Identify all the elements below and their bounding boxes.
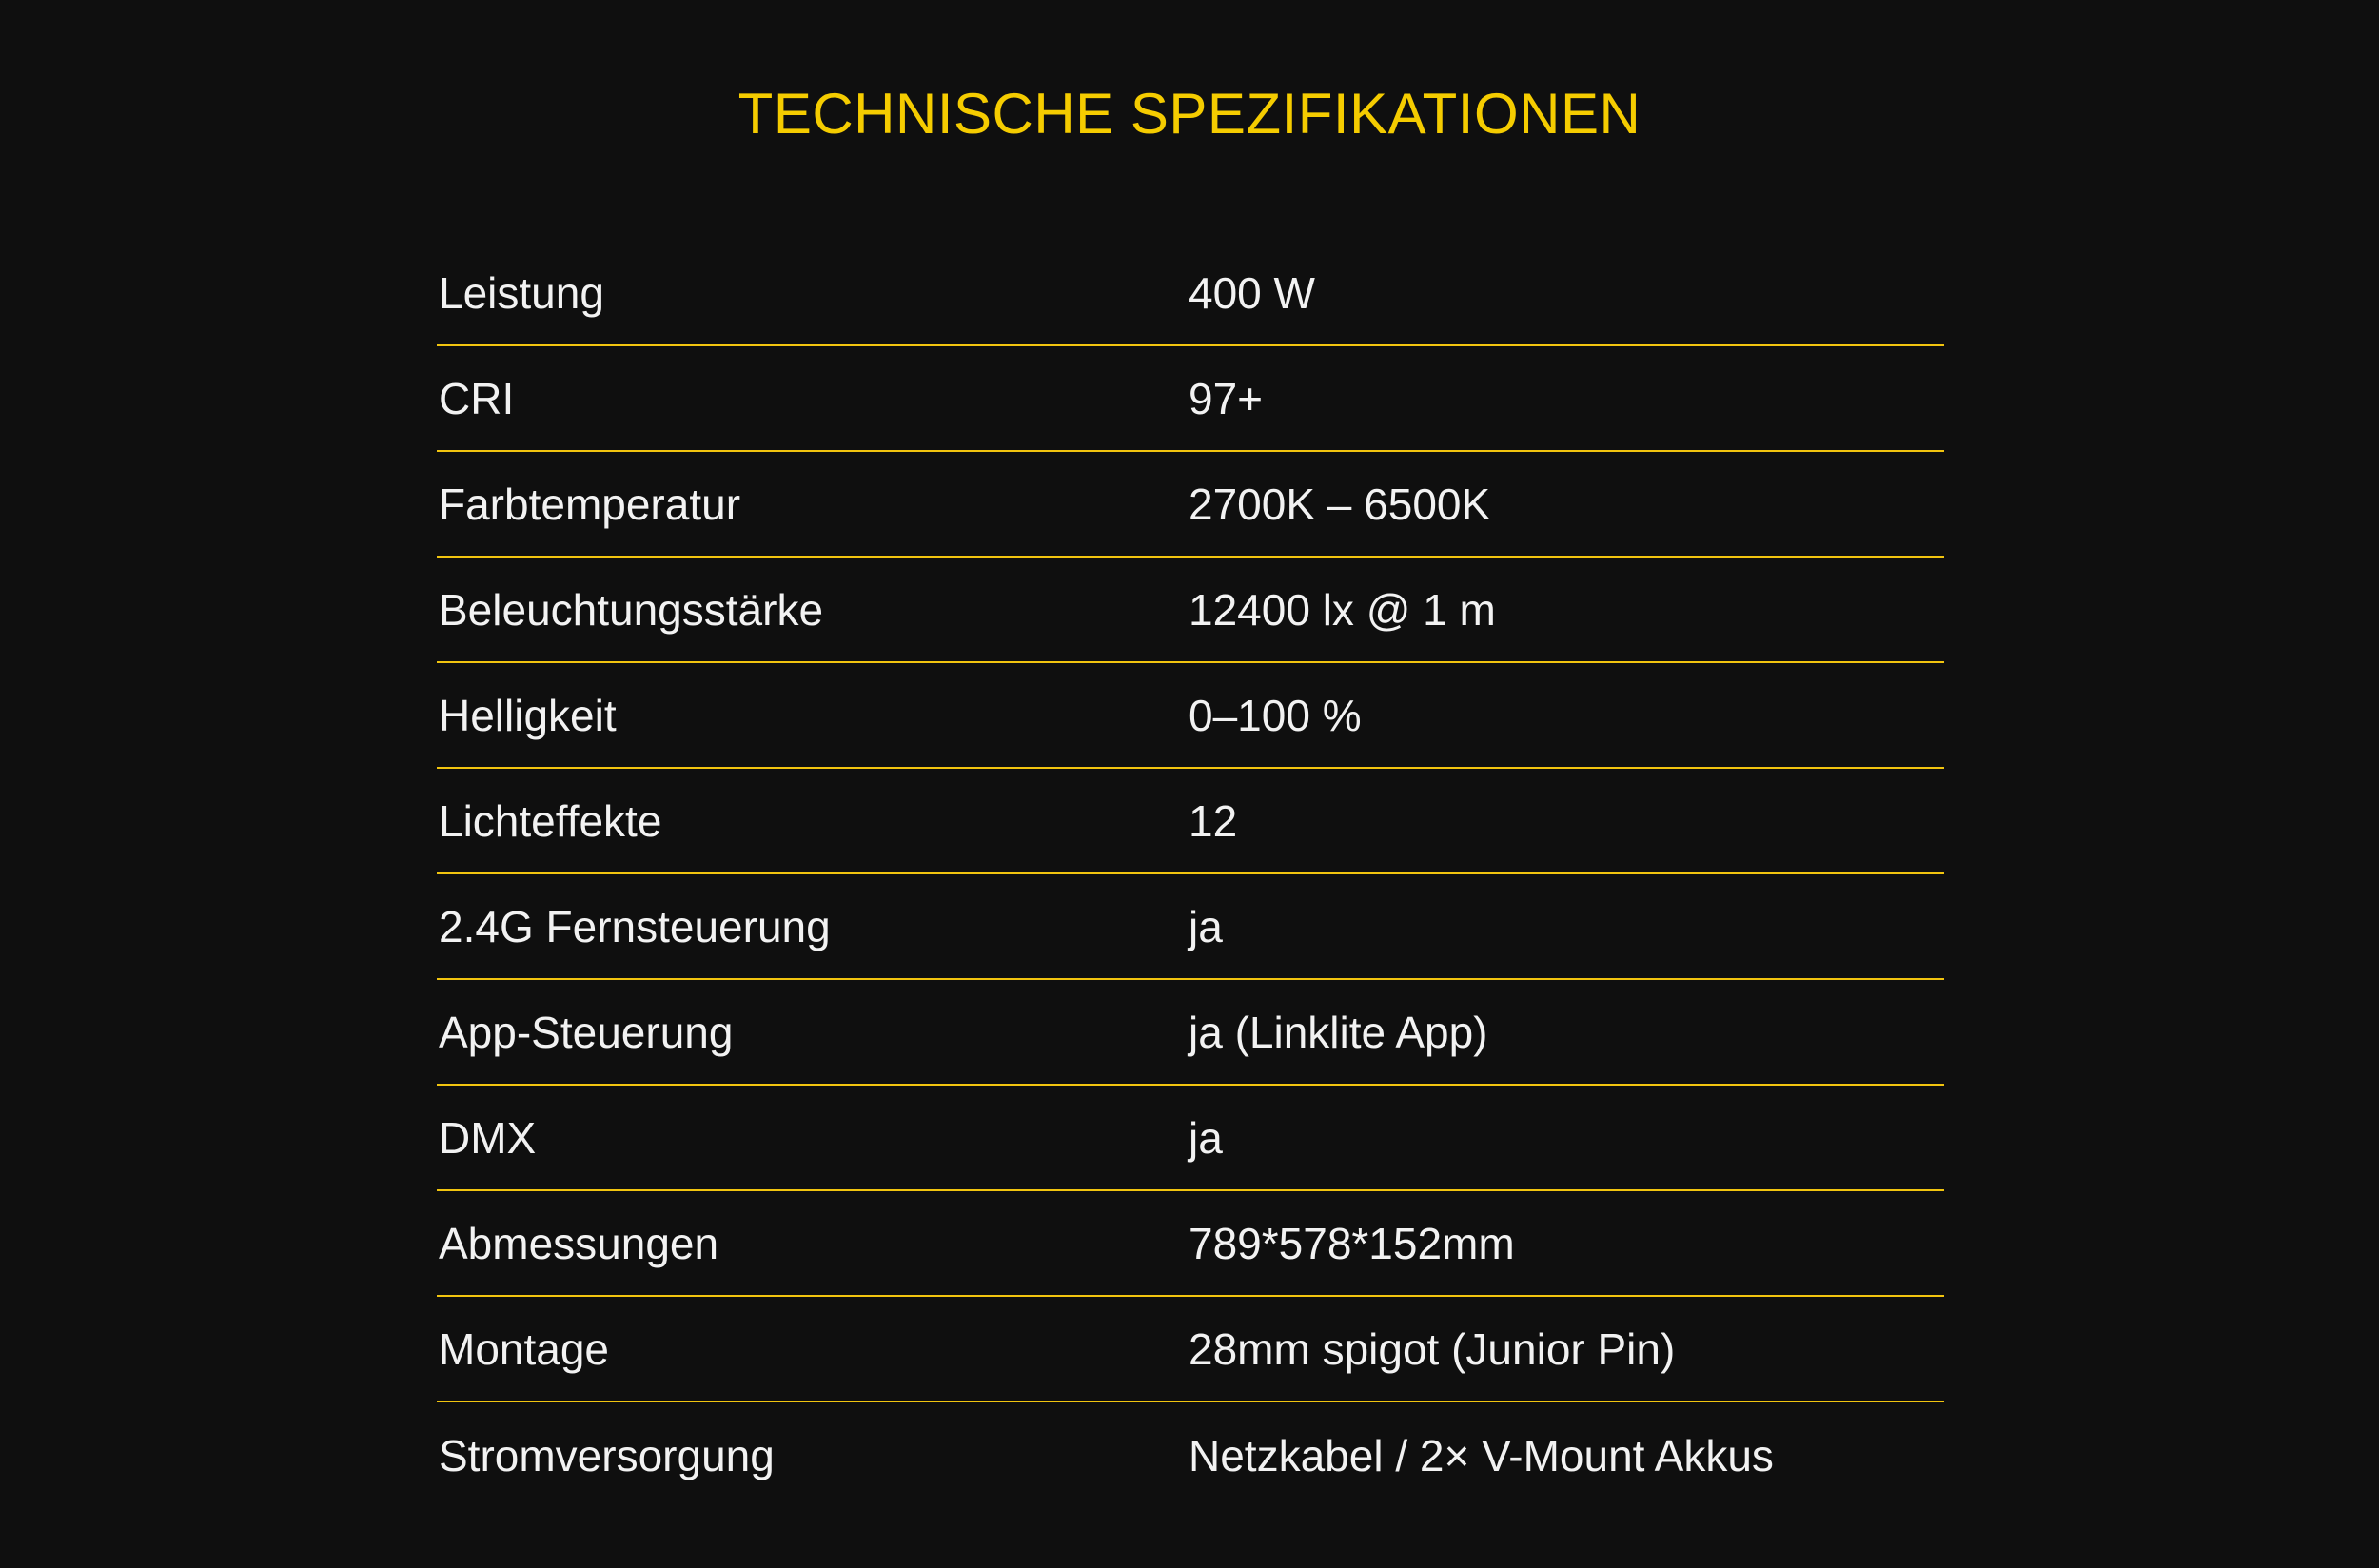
spec-row-helligkeit (437, 663, 1944, 769)
spec-label: App-Steuerung (439, 1007, 734, 1057)
spec-row-cri (437, 346, 1944, 452)
spec-value: 12400 lx @ 1 m (1189, 584, 1496, 635)
spec-value: 2700K – 6500K (1189, 479, 1491, 529)
spec-value: 28mm spigot (Junior Pin) (1189, 1323, 1676, 1374)
spec-value: ja (1189, 901, 1223, 951)
spec-row-dmx (437, 1086, 1944, 1191)
spec-label: Lichteffekte (439, 795, 662, 846)
spec-label: DMX (439, 1112, 537, 1163)
spec-value: 789*578*152mm (1189, 1218, 1515, 1268)
spec-value: 400 W (1189, 267, 1315, 318)
spec-row-abmessungen (437, 1191, 1944, 1297)
spec-value: 0–100 % (1189, 690, 1362, 740)
spec-row-farbtemperatur (437, 452, 1944, 558)
spec-label: Helligkeit (439, 690, 617, 740)
spec-label: Farbtemperatur (439, 479, 741, 529)
spec-label: CRI (439, 373, 515, 423)
spec-table (437, 241, 1944, 1508)
spec-label: Montage (439, 1323, 610, 1374)
spec-row-beleuchtungsstaerke (437, 558, 1944, 663)
spec-value: 97+ (1189, 373, 1264, 423)
spec-label: Stromversorgung (439, 1430, 775, 1480)
spec-label: Leistung (439, 267, 604, 318)
spec-row-app-steuerung (437, 980, 1944, 1086)
spec-value: Netzkabel / 2× V-Mount Akkus (1189, 1430, 1774, 1480)
spec-row-montage (437, 1297, 1944, 1402)
spec-value: ja (1189, 1112, 1223, 1163)
spec-label: Abmessungen (439, 1218, 719, 1268)
spec-row-stromversorgung (437, 1402, 1944, 1508)
spec-row-leistung (437, 241, 1944, 346)
spec-value: ja (Linklite App) (1189, 1007, 1488, 1057)
spec-label: Beleuchtungsstärke (439, 584, 824, 635)
spec-value: 12 (1189, 795, 1238, 846)
page-title: TECHNISCHE SPEZIFIKATIONEN (737, 82, 1642, 146)
spec-label: 2.4G Fernsteuerung (439, 901, 831, 951)
spec-row-lichteffekte (437, 769, 1944, 874)
spec-row-fernsteuerung (437, 874, 1944, 980)
